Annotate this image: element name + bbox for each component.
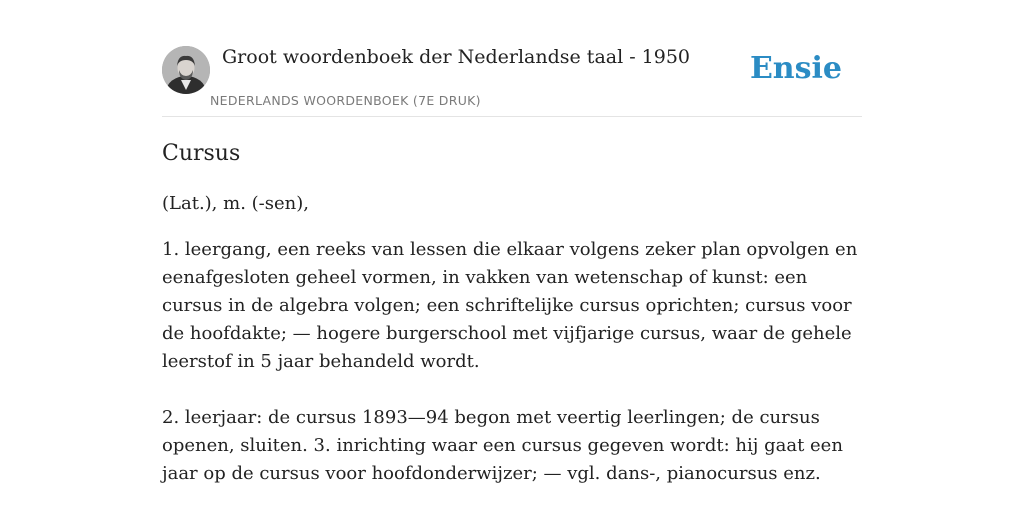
definition-paragraph: 2. leerjaar: de cursus 1893—94 begon met veertig leerlingen; de cursus openen, sluiten. 3. inrichting waar een cursus gegeven wordt: hij gaat een jaar op de cursus voor hoofdonderwijzer; — vgl. dans-, pianocursus enz. (162, 407, 843, 484)
definition-paragraph: 1. leergang, een reeks van lessen die elkaar volgens zeker plan opvolgen en eenafgesloten geheel vormen, in vakken van wetenschap of kunst: een cursus in de algebra volgen; een schriftelijke cursus oprichten; cursus voor de hoofdakte; — hogere burgerschool met vijfjarige cursus, waar de gehele leerstof in 5 jaar behandeld wordt. (162, 239, 858, 372)
brand-logo[interactable]: Ensie (749, 51, 842, 86)
entry-grammar: (Lat.), m. (-sen), (162, 193, 309, 214)
entry-title: Cursus (162, 141, 241, 166)
source-title[interactable]: Groot woordenboek der Nederlandse taal - 1950 (222, 46, 691, 68)
author-avatar[interactable] (162, 46, 210, 94)
source-subtitle: NEDERLANDS WOORDENBOEK (7E DRUK) (210, 93, 481, 108)
source-header (162, 0, 862, 117)
author-portrait-icon (162, 46, 210, 94)
entry-content (162, 138, 862, 512)
